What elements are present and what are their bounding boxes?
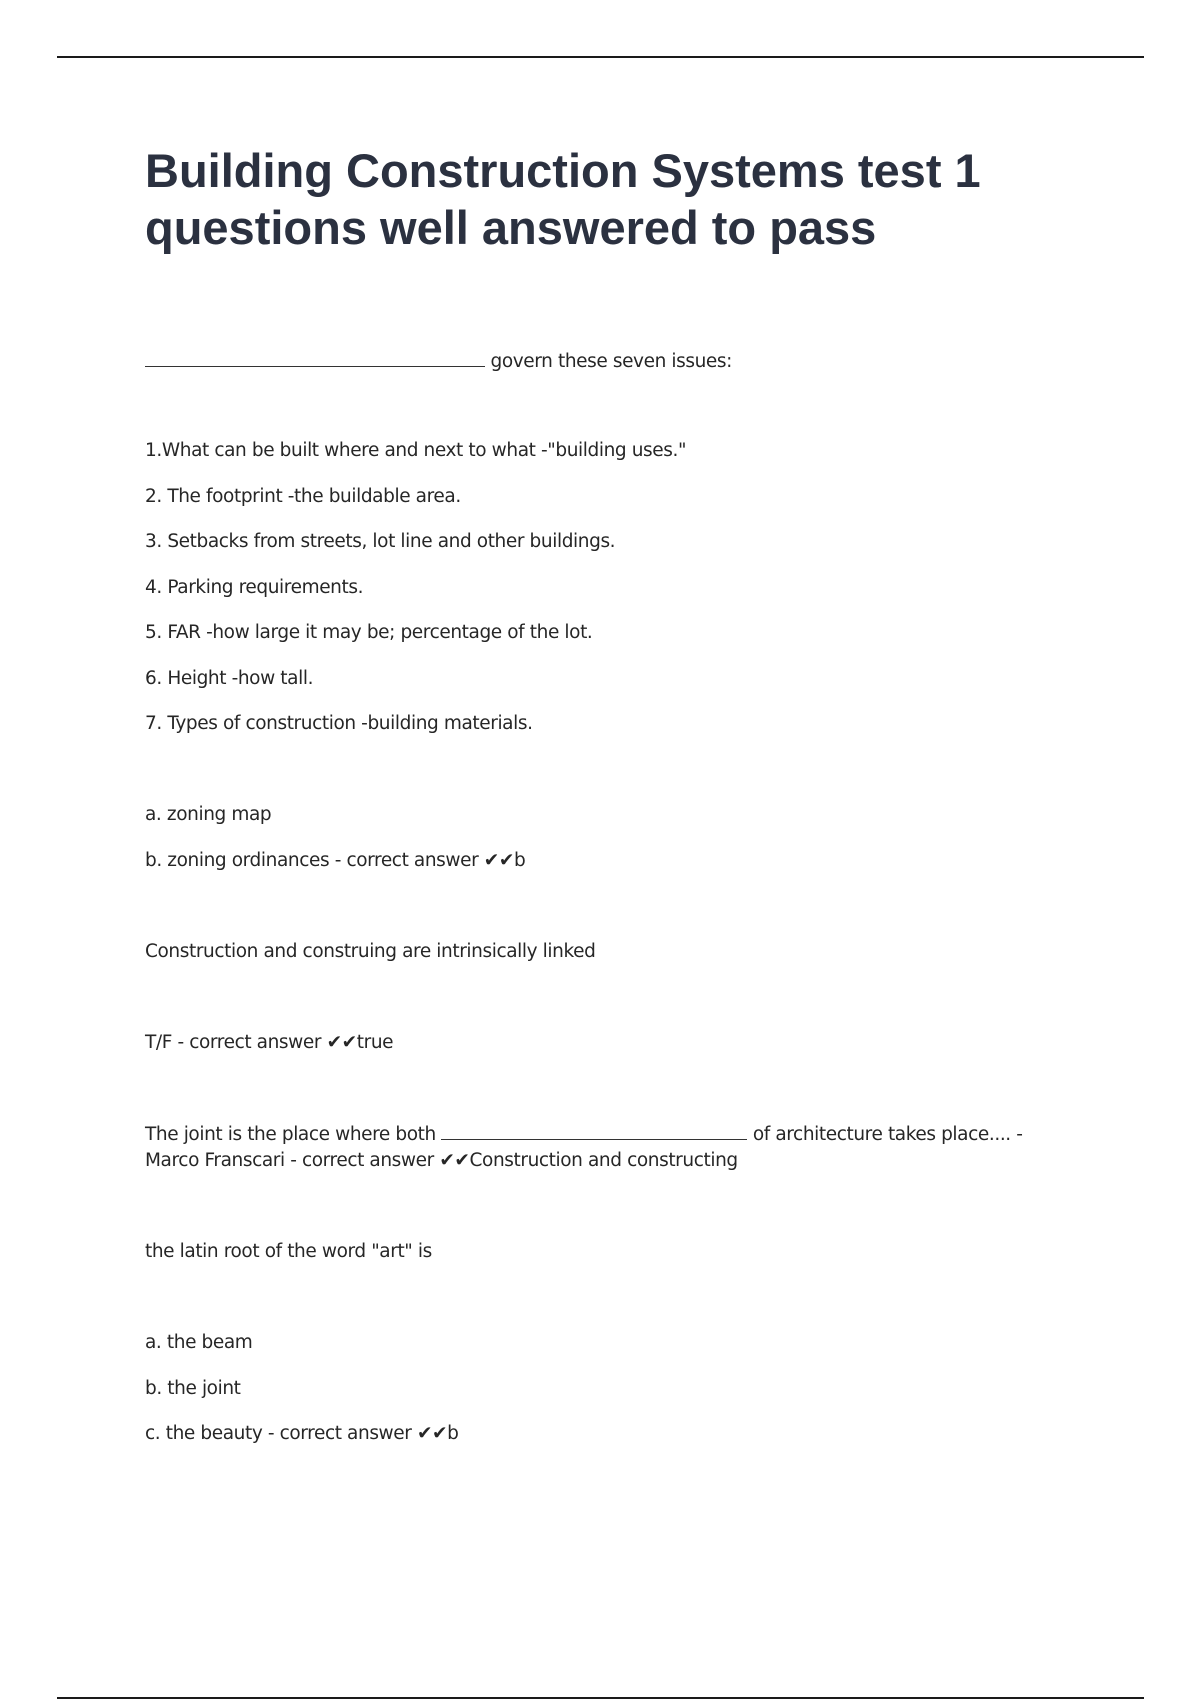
q3-prefix: The joint is the place where both	[145, 1124, 436, 1145]
q1-issue-1: 1.What can be built where and next to what -"building uses."	[145, 440, 687, 461]
document-title: Building Construction Systems test 1 questions well answered to pass	[145, 144, 981, 254]
q2-answer: T/F - correct answer ✔✔true	[145, 1032, 394, 1053]
q1-prompt	[145, 346, 732, 376]
fill-in-blank	[441, 1119, 747, 1140]
q4-option-c: c. the beauty - correct answer ✔✔b	[145, 1423, 459, 1444]
q4-option-b: b. the joint	[145, 1378, 241, 1399]
q3-line-2: Marco Franscari - correct answer ✔✔Construction and constructing	[145, 1150, 738, 1171]
q1-prompt-text: govern these seven issues:	[490, 351, 732, 372]
q4-option-a: a. the beam	[145, 1332, 253, 1353]
bottom-rule	[57, 1697, 1144, 1699]
q1-issue-7: 7. Types of construction -building materials.	[145, 713, 533, 734]
q3-line-1	[145, 1119, 1023, 1149]
q1-issue-6: 6. Height -how tall.	[145, 668, 314, 689]
q4-prompt: the latin root of the word "art" is	[145, 1241, 432, 1262]
q1-issue-3: 3. Setbacks from streets, lot line and other buildings.	[145, 531, 616, 552]
q1-issue-5: 5. FAR -how large it may be; percentage of the lot.	[145, 622, 593, 643]
q1-issue-4: 4. Parking requirements.	[145, 577, 364, 598]
q1-option-b: b. zoning ordinances - correct answer ✔✔b	[145, 850, 526, 871]
q1-option-a: a. zoning map	[145, 804, 272, 825]
q3-suffix: of architecture takes place.... -	[752, 1124, 1023, 1145]
q2-statement: Construction and construing are intrinsically linked	[145, 941, 596, 962]
fill-in-blank	[145, 346, 485, 367]
top-rule	[57, 56, 1144, 58]
q1-issue-2: 2. The footprint -the buildable area.	[145, 486, 461, 507]
